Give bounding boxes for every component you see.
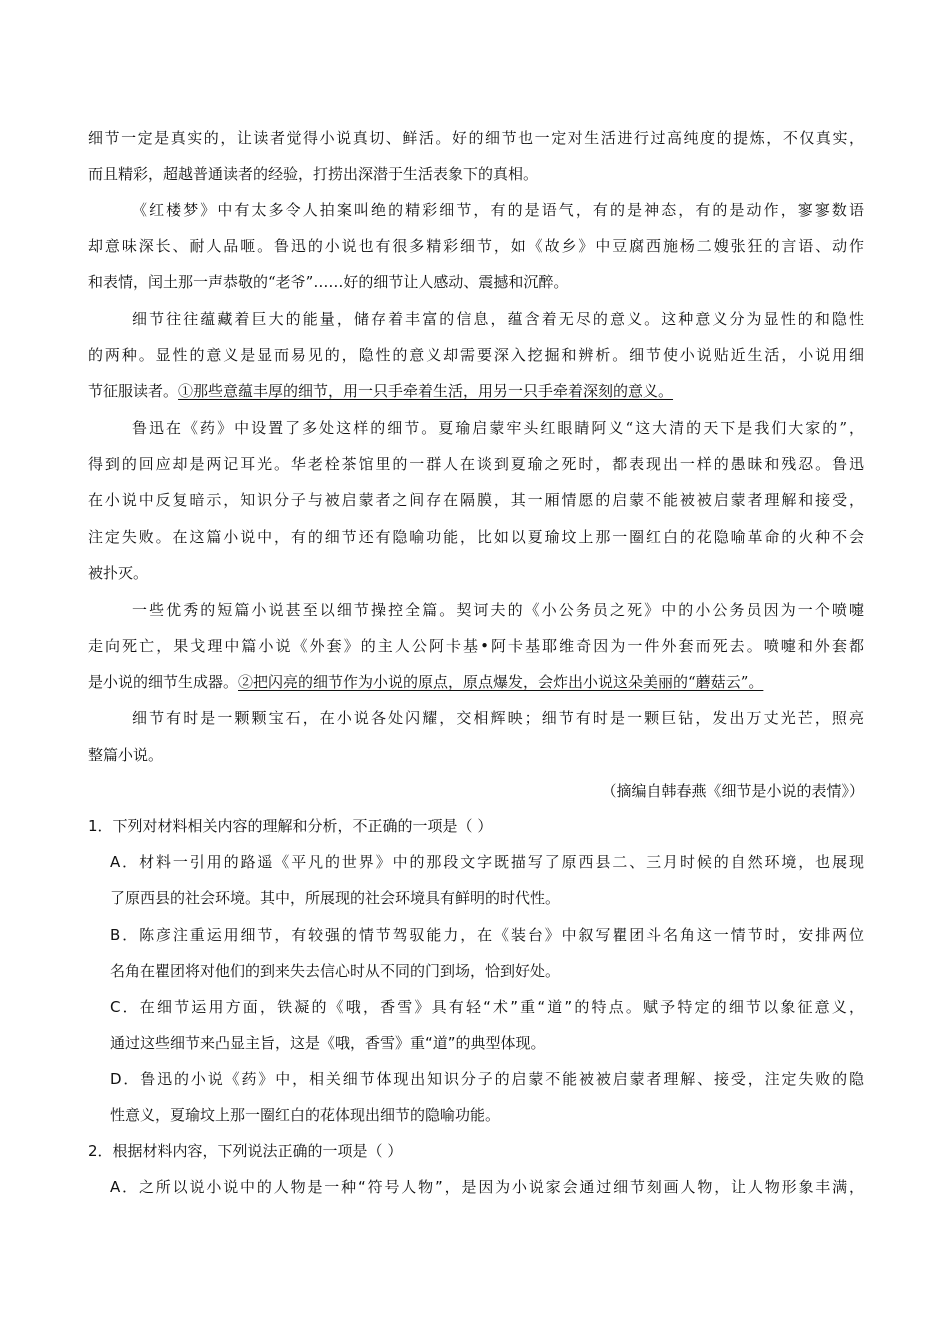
underlined-sentence-2: ②把闪亮的细节作为小说的原点，原点爆发，会炸出小说这朵美丽的“蘑菇云”。 — [238, 673, 764, 691]
question-1-option-d-line-1: D．鲁迅的小说《药》中，相关细节体现出知识分子的启蒙不能被被启蒙者理解、接受，注定失败的隐 — [110, 1070, 864, 1088]
paragraph-4-line-4: 注定失败。在这篇小说中，有的细节还有隐喻功能，比如以夏瑜坟上那一圈红白的花隐喻革命的火种不会 — [88, 528, 864, 546]
paragraph-3-line-2: 的两种。显性的意义是显而易见的，隐性的意义却需要深入挖掘和辨析。细节使小说贴近生活，小说用细 — [88, 346, 864, 364]
paragraph-3-text: 节征服读者。 — [88, 382, 179, 400]
question-1-stem: 1．下列对材料相关内容的理解和分析，不正确的一项是（ ） — [88, 817, 493, 835]
question-1-option-b-line-2: 名角在瞿团将对他们的到来失去信心时从不同的门到场，恰到好处。 — [110, 962, 561, 980]
question-1-option-c-line-1: C．在细节运用方面，铁凝的《哦，香雪》具有轻“术”重“道”的特点。赋予特定的细节以象征意义， — [110, 998, 864, 1016]
question-1-option-a-line-1: A．材料一引用的路遥《平凡的世界》中的那段文字既描写了原西县二、三月时候的自然环境，也展现 — [110, 853, 864, 871]
paragraph-3-line-1: 细节往往蕴藏着巨大的能量，储存着丰富的信息，蕴含着无尽的意义。这种意义分为显性的和隐性 — [132, 310, 864, 328]
paragraph-4-line-3: 在小说中反复暗示，知识分子与被启蒙者之间存在隔膜，其一厢情愿的启蒙不能被被启蒙者理解和接受， — [88, 491, 864, 509]
paragraph-5-text: 是小说的细节生成器。 — [88, 673, 239, 691]
paragraph-5-line-3 — [88, 672, 864, 692]
paragraph-6-line-1: 细节有时是一颗颗宝石，在小说各处闪耀，交相辉映；细节有时是一颗巨钻，发出万丈光芒，照亮 — [132, 709, 864, 727]
paragraph-4-line-5: 被扑灭。 — [88, 564, 149, 582]
question-2-option-a-line-1: A．之所以说小说中的人物是一种“符号人物”，是因为小说家会通过细节刻画人物，让人物形象丰满， — [110, 1178, 864, 1196]
paragraph-2-line-2: 却意味深长、耐人品咂。鲁迅的小说也有很多精彩细节，如《故乡》中豆腐西施杨二嫂张狂的言语、动作 — [88, 237, 864, 255]
paragraph-4-line-1: 鲁迅在《药》中设置了多处这样的细节。夏瑜启蒙牢头红眼睛阿义“这大清的天下是我们大家的”， — [132, 419, 864, 437]
paragraph-2-line-3: 和表情，闰土那一声恭敬的“老爷”……好的细节让人感动、震撼和沉醉。 — [88, 273, 569, 291]
underlined-sentence-1: ①那些意蕴丰厚的细节，用一只手牵着生活，用另一只手牵着深刻的意义。 — [178, 382, 674, 400]
question-2-stem: 2．根据材料内容，下列说法正确的一项是（ ） — [88, 1142, 403, 1160]
paragraph-3-line-3 — [88, 381, 864, 401]
paragraph-6-line-2: 整篇小说。 — [88, 746, 164, 764]
question-1-option-b-line-1: B．陈彦注重运用细节，有较强的情节驾驭能力，在《装台》中叙写瞿团斗名角这一情节时，安排两位 — [110, 926, 864, 944]
paragraph-1-line-2: 而且精彩，超越普通读者的经验，打捞出深潜于生活表象下的真相。 — [88, 165, 539, 183]
paragraph-2-line-1: 《红楼梦》中有太多令人拍案叫绝的精彩细节，有的是语气，有的是神态，有的是动作，寥寥数语 — [132, 201, 864, 219]
paragraph-1-line-1: 细节一定是真实的，让读者觉得小说真切、鲜活。好的细节也一定对生活进行过高纯度的提炼，不仅真实， — [88, 129, 864, 147]
question-1-option-c-line-2: 通过这些细节来凸显主旨，这是《哦，香雪》重“道”的典型体现。 — [110, 1034, 546, 1052]
question-1-option-a-line-2: 了原西县的社会环境。其中，所展现的社会环境具有鲜明的时代性。 — [110, 889, 561, 907]
source-citation: （摘编自韩春燕《细节是小说的表情》） — [601, 782, 864, 800]
paragraph-5-line-1: 一些优秀的短篇小说甚至以细节操控全篇。契诃夫的《小公务员之死》中的小公务员因为一个喷嚏 — [132, 601, 864, 619]
question-1-option-d-line-2: 性意义，夏瑜坟上那一圈红白的花体现出细节的隐喻功能。 — [110, 1106, 501, 1124]
paragraph-5-line-2: 走向死亡，果戈理中篇小说《外套》的主人公阿卡基•阿卡基耶维奇因为一件外套而死去。喷嚏和外套都 — [88, 637, 864, 655]
paragraph-4-line-2: 得到的回应却是两记耳光。华老栓茶馆里的一群人在谈到夏瑜之死时，都表现出一样的愚昧和残忍。鲁迅 — [88, 455, 864, 473]
